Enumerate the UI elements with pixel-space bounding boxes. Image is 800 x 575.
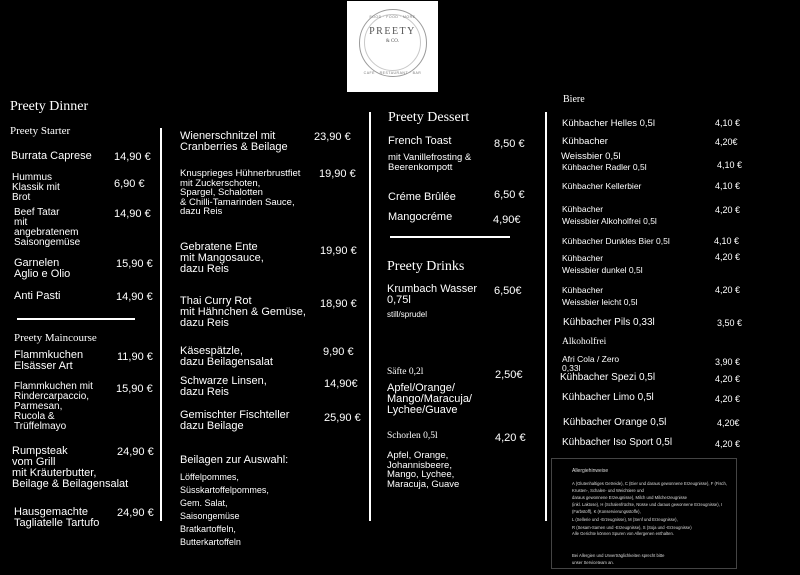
menu-item-name: Wienerschnitzel mit Cranberries & Beilage: [180, 130, 288, 153]
drink-name: Kühbacher Orange 0,5l: [563, 417, 667, 428]
column-divider-2: [369, 112, 371, 521]
menu-item-price: 19,90 €: [319, 168, 356, 180]
drink-name: Kühbacher Limo 0,5l: [562, 392, 654, 403]
nonalc-title: Alkoholfrei: [562, 337, 607, 347]
menu-item-name: Knusprieges Hühnerbrustfiet mit Zuckerschoten, Spargel, Schalotten & Chilli-Tamarinden Sauce, dazu Reis: [180, 168, 301, 217]
menu-item-description: mit Vanillefrosting & Beerenkompott: [388, 152, 472, 173]
logo-arc-top: FOOD · FOOD · MORE: [369, 15, 416, 19]
juice-price: 2,50€: [495, 369, 523, 381]
beer-name: Kühbacher Weissbier dunkel 0,5l: [562, 253, 643, 276]
drink-price: 4,20 €: [715, 439, 741, 449]
beer-price: 4,20 €: [715, 285, 741, 295]
dinner-title: Preety Dinner: [10, 99, 89, 114]
schorle-title: Schorlen 0,5l: [387, 431, 438, 441]
allergy-line: L (Sellerie und -Erzeugnisse), M (Senf und Erzeugnisse),: [572, 517, 678, 522]
juice-title: Säfte 0,2l: [387, 367, 424, 377]
schorle-list: Apfel, Orange, Johannisbeere, Mango, Lychee, Maracuja, Guave: [387, 450, 460, 490]
menu-item-name: Flammkuchen Elsässer Art: [14, 349, 84, 372]
beer-title: Biere: [563, 94, 585, 105]
menu-item-name: Käsespätzle, dazu Beilagensalat: [180, 345, 273, 368]
dessert-divider: [390, 236, 510, 238]
menu-item-price: 18,90 €: [320, 298, 357, 310]
menu-item-price: 6,50€: [494, 285, 522, 297]
allergy-line: daraus gewonnene Erzeugnisse), Milch und Milcherzeugnisse: [572, 495, 687, 500]
menu-item-name: Flammkuchen mit Rindercarpaccio, Parmesan, Rucola & Trüffelmayo: [14, 381, 93, 432]
logo-arc-bottom: CAFÉ · RESTAURANT · BAR: [363, 71, 422, 75]
menu-item-name: Burrata Caprese: [11, 150, 92, 162]
drink-name: Afri Cola / Zero 0,33l: [562, 354, 620, 373]
logo: [347, 1, 438, 92]
menu-item-name: Thai Curry Rot mit Hähnchen & Gemüse, dazu Reis: [180, 295, 306, 329]
menu-item-price: 14,90€: [324, 378, 358, 390]
menu-item-name: Hausgemachte Tagliatelle Tartufo: [14, 506, 100, 529]
menu-item-price: 14,90 €: [114, 151, 151, 163]
menu-item-price: 4,90€: [493, 214, 521, 226]
beer-name: Weissbier 0,5l: [561, 151, 621, 162]
menu-item-name: Rumpsteak vom Grill mit Kräuterbutter, Beilage & Beilagensalat: [12, 445, 129, 490]
menu-item-price: 11,90 €: [117, 351, 153, 363]
beer-price: 4,20 €: [715, 252, 741, 262]
menu-item-price: 9,90 €: [323, 346, 354, 358]
drink-price: 4,20 €: [715, 394, 741, 404]
beer-name: Kühbacher Radler 0,5l: [562, 162, 647, 172]
starter-title: Preety Starter: [10, 125, 71, 137]
allergy-line: Alle Gerichte können Spuren von Allergenen enthalten.: [572, 531, 674, 536]
sides-list: Löffelpommes, Süsskartoffelpommes, Gem. Salat, Saisongemüse Bratkartoffeln, Butterkartoffeln: [180, 472, 269, 548]
menu-item-note: still/sprudel: [387, 310, 428, 319]
maincourse-title: Preety Maincourse: [14, 332, 97, 344]
menu-item-price: 24,90 €: [117, 507, 154, 519]
menu-item-name: Garnelen Aglio e Olio: [14, 257, 71, 280]
beer-price: 4,10 €: [715, 181, 741, 191]
beer-price: 4,10 €: [714, 236, 740, 246]
beer-price: 4,20€: [715, 137, 738, 147]
sides-title: Beilagen zur Auswahl:: [180, 454, 289, 466]
logo-name: PREETY: [369, 26, 416, 37]
beer-name: Kühbacher Dunkles Bier 0,5l: [562, 236, 670, 246]
menu-item-price: 6,50 €: [494, 189, 525, 201]
menu-item-name: Schwarze Linsen, dazu Reis: [180, 375, 267, 398]
beer-price: 4,10 €: [715, 118, 741, 128]
menu-item-name: Gemischter Fischteller dazu Beilage: [180, 409, 290, 432]
dessert-title: Preety Dessert: [388, 110, 470, 125]
beer-name: Kühbacher: [562, 136, 608, 147]
drink-price: 4,20 €: [715, 374, 741, 384]
menu-item-name: Beef Tatar mit angebratenem Saisongemüse: [14, 207, 81, 248]
beer-name: Kühbacher Weissbier Alkoholfrei 0,5l: [562, 204, 657, 227]
menu-item-price: 14,90 €: [116, 291, 153, 303]
beer-name: Kühbacher Weissbier leicht 0,5l: [562, 285, 638, 308]
logo-sub: & CO.: [385, 39, 400, 44]
beer-name: Kühbacher Pils 0,33l: [563, 317, 655, 328]
beer-name: Kühbacher Helles 0,5l: [562, 118, 655, 129]
menu-item-price: 15,90 €: [116, 383, 153, 395]
menu-item-price: 24,90 €: [117, 446, 154, 458]
menu-item-price: 6,90 €: [114, 178, 145, 190]
menu-item-name: Mangocréme: [388, 211, 453, 223]
allergy-box: [551, 458, 737, 569]
drinks-title: Preety Drinks: [387, 259, 465, 274]
drink-price: 4,20€: [717, 418, 740, 428]
menu-item-price: 19,90 €: [320, 245, 357, 257]
beer-name: Kühbacher Kellerbier: [562, 181, 642, 191]
menu-item-price: 14,90 €: [114, 208, 151, 220]
beer-price: 4,10 €: [717, 160, 743, 170]
menu-item-name: Gebratene Ente mit Mangosauce, dazu Reis: [180, 241, 264, 275]
menu-item-name: Créme Brûlée: [388, 191, 456, 203]
allergy-title: Allergiehinweise: [572, 468, 609, 474]
allergy-line: Bei Allergien und Unverträglichkeiten sprecht bitte: [572, 553, 665, 558]
allergy-line: R (Sesam-Samen und -Erzeugnisse), S (Soja und -Erzeugnisse): [572, 525, 692, 530]
allergy-line: A (Glutenhaltiges Getreide), C (Eier und daraus gewonnene Erzeugnisse), F (Fisch,: [572, 481, 728, 486]
column-divider-3: [545, 112, 547, 521]
menu-item-price: 23,90 €: [314, 131, 351, 143]
allergy-line: (inkl. Laktose), H (Schalenfrüchte, Nüsse und daraus gewonnene Erzeugnisse), I: [572, 502, 723, 507]
menu-item-name: Anti Pasti: [14, 290, 61, 302]
starter-divider: [17, 318, 135, 320]
drink-price: 3,90 €: [715, 357, 741, 367]
menu-item-name: Krumbach Wasser 0,75l: [387, 283, 478, 306]
menu-item-name: Hummus Klassik mit Brot: [12, 172, 60, 203]
juice-list: Apfel/Orange/ Mango/Maracuja/ Lychee/Guave: [387, 382, 472, 416]
allergy-line: Krusten-, Schalen- und Weichtiere und: [572, 488, 644, 493]
menu-item-price: 25,90 €: [324, 412, 361, 424]
drink-name: Kühbacher Spezi 0,5l: [560, 372, 656, 383]
menu-item-price: 8,50 €: [494, 138, 525, 150]
beer-price: 3,50 €: [717, 318, 743, 328]
allergy-line: unser Serviceteam an.: [572, 560, 614, 565]
menu-item-price: 15,90 €: [116, 258, 153, 270]
schorle-price: 4,20 €: [495, 432, 526, 444]
allergy-line: (Farbstoff), K (Konservierungsstoffe),: [572, 509, 641, 514]
menu-item-name: French Toast: [388, 135, 452, 147]
drink-name: Kühbacher Iso Sport 0,5l: [562, 437, 673, 448]
column-divider-1: [160, 128, 162, 521]
beer-price: 4,20 €: [715, 205, 741, 215]
